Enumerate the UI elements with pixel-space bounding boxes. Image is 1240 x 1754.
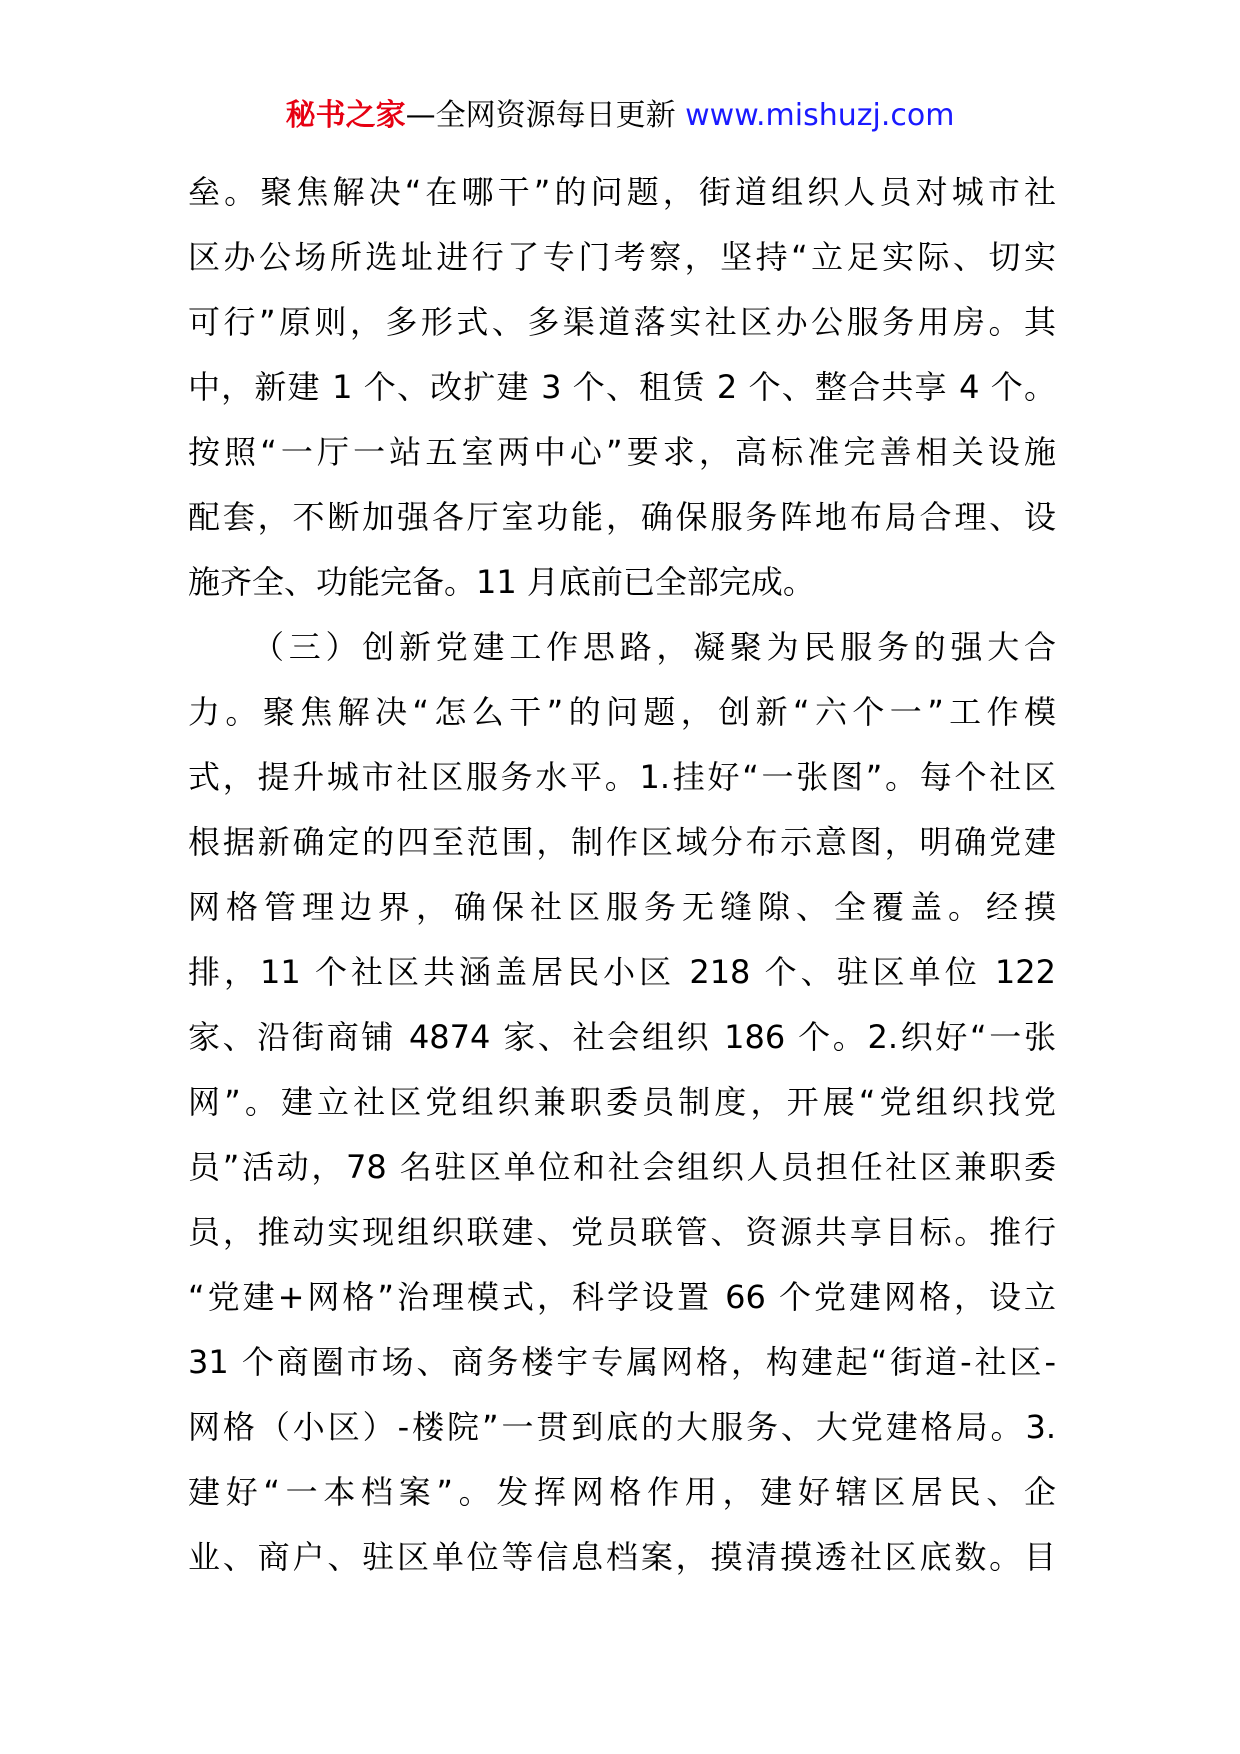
text-line: 式，提升城市社区服务水平。1.挂好“一张图”。每个社区: [188, 758, 1056, 796]
header-brand: 秘书之家: [285, 98, 406, 133]
text-line: 员，推动实现组织联建、党员联管、资源共享目标。推行: [188, 1213, 1056, 1251]
header-url-link[interactable]: www.mishuzj.com: [685, 98, 955, 133]
section-heading-line: （三）创新党建工作思路，凝聚为民服务的强大合: [252, 628, 1056, 666]
text-line: 力。聚焦解决“怎么干”的问题，创新“六个一”工作模: [188, 693, 1056, 731]
text-line: 根据新确定的四至范围，制作区域分布示意图，明确党建: [188, 823, 1056, 861]
text-line: 按照“一厅一站五室两中心”要求，高标准完善相关设施: [188, 433, 1056, 471]
text-line: 网”。建立社区党组织兼职委员制度，开展“党组织找党: [188, 1083, 1056, 1121]
text-line: 家、沿街商铺 4874 家、社会组织 186 个。2.织好“一张: [188, 1018, 1056, 1056]
text-line: 中，新建 1 个、改扩建 3 个、租赁 2 个、整合共享 4 个。: [188, 368, 1056, 406]
paragraph-1: [188, 160, 1056, 615]
text-line: 员”活动，78 名驻区单位和社会组织人员担任社区兼职委: [188, 1148, 1056, 1186]
page-header: [0, 96, 1240, 136]
text-line: 区办公场所选址进行了专门考察，坚持“立足实际、切实: [188, 238, 1056, 276]
text-line: 业、商户、驻区单位等信息档案，摸清摸透社区底数。目: [188, 1538, 1056, 1576]
text-line: “党建+网格”治理模式，科学设置 66 个党建网格，设立: [188, 1278, 1056, 1316]
text-line: 可行”原则，多形式、多渠道落实社区办公服务用房。其: [188, 303, 1056, 341]
text-line: 排，11 个社区共涵盖居民小区 218 个、驻区单位 122: [188, 953, 1056, 991]
text-line: 建好“一本档案”。发挥网格作用，建好辖区居民、企: [188, 1473, 1056, 1511]
paragraph-2: [188, 615, 1056, 1590]
header-tagline: —全网资源每日更新: [405, 98, 686, 133]
document-body: [188, 160, 1056, 1590]
text-line: 网格（小区）-楼院”一贯到底的大服务、大党建格局。3.: [188, 1408, 1056, 1446]
text-line: 配套，不断加强各厅室功能，确保服务阵地布局合理、设: [188, 498, 1056, 536]
text-line: 网格管理边界，确保社区服务无缝隙、全覆盖。经摸: [188, 888, 1056, 926]
text-line: 垒。聚焦解决“在哪干”的问题，街道组织人员对城市社: [188, 173, 1056, 211]
text-line: 施齐全、功能完备。11 月底前已全部完成。: [188, 563, 815, 601]
text-line: 31 个商圈市场、商务楼宇专属网格，构建起“街道-社区-: [188, 1343, 1056, 1381]
